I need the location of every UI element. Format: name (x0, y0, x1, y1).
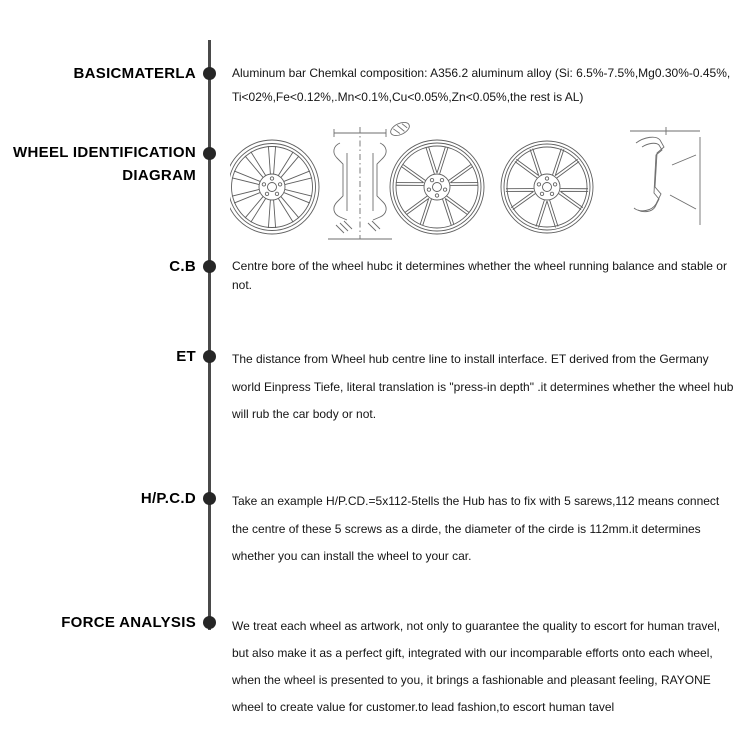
wheel-front-drawing-3 (501, 141, 593, 233)
timeline-dot (203, 260, 216, 273)
valve-detail-drawing (389, 120, 412, 138)
section-label-wheel-identification-diagram: WHEEL IDENTIFICATION DIAGRAM (13, 144, 196, 184)
wheel-side-section-drawing (328, 127, 392, 239)
section-text-basic-material: Aluminum bar Chemkal composition: A356.2 aluminum alloy (Si: 6.5%-7.5%,Mg0.30%-0.45%, Ti<02%,Fe<0.12%,.Mn<0.1%,Cu<0.05%,Zn<0.05%,the rest is AL) (232, 66, 731, 104)
section-text-hpcd: Take an example H/P.CD.=5x112-5tells the Hub has to fix with 5 sarews,112 means connect the centre of these 5 screws as a dirde, the diameter of the cirde is 112mm.it determines whether you can install the wheel to your car. (232, 494, 720, 563)
timeline-line (208, 40, 211, 630)
wheel-identification-diagram-drawing (230, 117, 720, 247)
timeline-dot (203, 147, 216, 160)
timeline-dot (203, 350, 216, 363)
section-text-et: The distance from Wheel hub centre line to install interface. ET derived from the Germany world Einpress Tiefe, literal translation is "press-in depth" .it determines whether the wheel hub will rub the car body or not. (232, 352, 734, 421)
section-label-cb: C.B (169, 258, 196, 275)
wheel-front-drawing-2 (390, 140, 484, 234)
section-label-et: ET (176, 348, 196, 365)
section-text-force-analysis: We treat each wheel as artwork, not only to guarantee the quality to escort for human travel, but also make it as a perfect gift, integrated with our incomparable efforts onto each wheel, when the wheel is presented to you, it brings a fashionable and pleasant feeling, RAYONE wheel to create value for customer.to lead fashion,to escort human tavel (232, 619, 721, 714)
section-text-cb: Centre bore of the wheel hubc it determines whether the wheel running balance and stable or not. (232, 259, 727, 292)
section-label-hpcd: H/P.C.D (140, 490, 196, 507)
timeline-dot (203, 616, 216, 629)
section-label-basic-material: BASICMATERLA (73, 65, 196, 82)
timeline-dot (203, 67, 216, 80)
wheel-front-drawing-1 (230, 140, 319, 234)
rim-profile-drawing (630, 127, 700, 225)
timeline-dot (203, 492, 216, 505)
section-label-force-analysis: FORCE ANALYSIS (61, 614, 196, 631)
